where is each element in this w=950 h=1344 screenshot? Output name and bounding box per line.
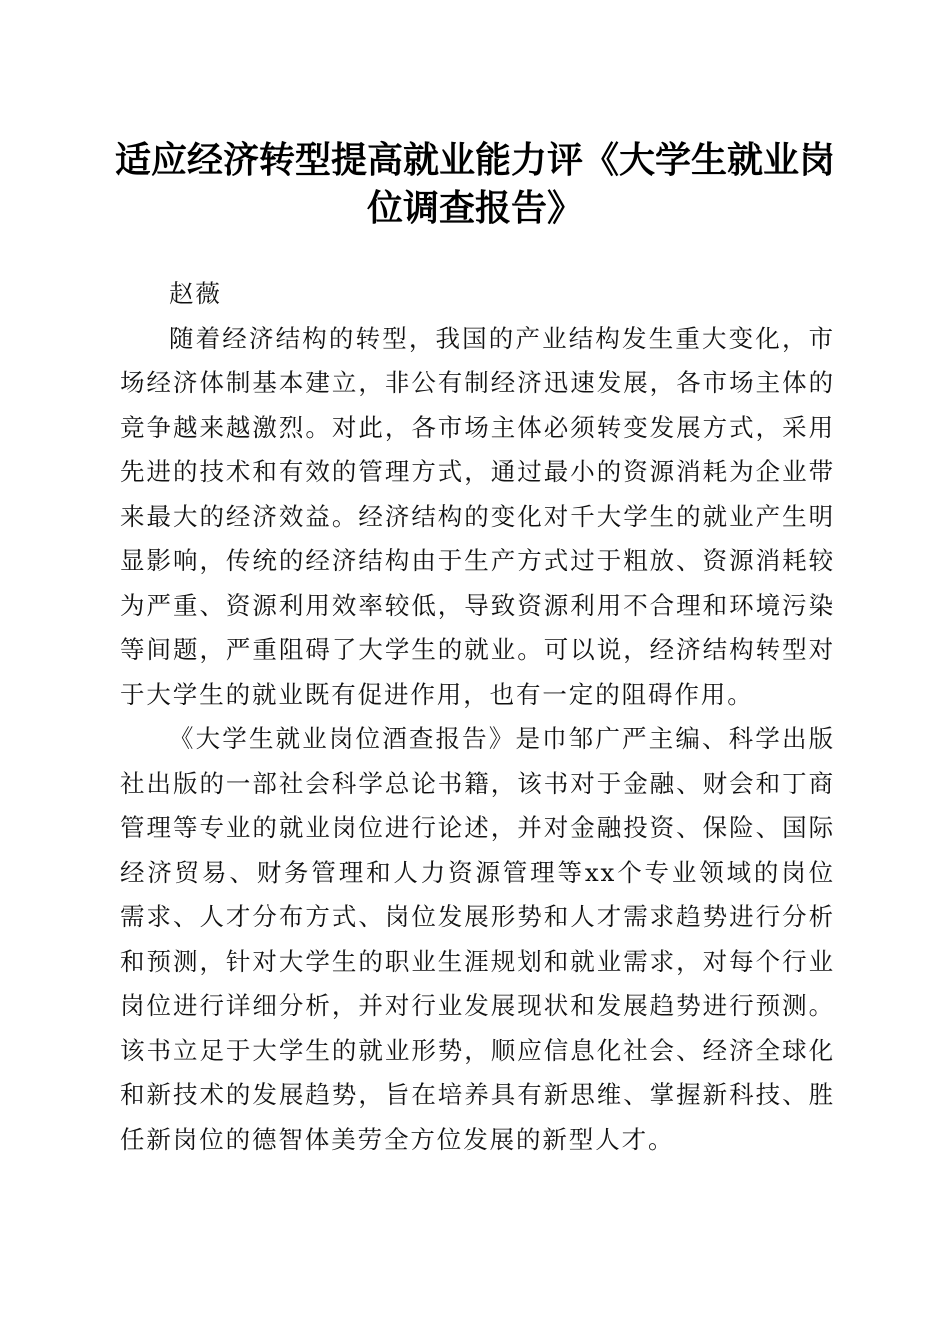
paragraph-economic-transition: 随着经济结构的转型，我国的产业结构发生重大变化，市场经济体制基本建立，非公有制经济迅速发展，各市场主体的竞争越来越激烈。对此，各市场主体必须转变发展方式，采用先进的技术和有效的管理方式，通过最小的资源消耗为企业带来最大的经济效益。经济结构的变化对千大学生的就业产生明显影响，传统的经济结构由于生产方式过于粗放、资源消耗较为严重、资源利用效率较低，导致资源利用不合理和环境污染等间题，严重阻碍了大学生的就业。可以说，经济结构转型对于大学生的就业既有促进作用，也有一定的阻碍作用。 xyxy=(120,323,835,709)
document-body xyxy=(120,272,835,1162)
author-name: 赵薇 xyxy=(169,279,222,308)
document-title: 适应经济转型提高就业能力评《大学生就业岗位调查报告》 xyxy=(114,139,835,229)
paragraph-book-review: 《大学生就业岗位酒查报告》是巾邹广严主编、科学出版社出版的一部社会科学总论书籍，该书对于金融、财会和丁商管理等专业的就业岗位进行论述，并对金融投资、保险、国际经济贸易、财务管理和人力资源管理等xx个专业领域的岗位需求、人才分布方式、岗位发展形势和人才需求趋势进行分析和预测，针对大学生的职业生涯规划和就业需求，对每个行业岗位进行详细分析，并对行业发展现状和发展趋势进行预测。该书立足于大学生的就业形势，顺应信息化社会、经济全球化和新技术的发展趋势，旨在培养具有新思维、掌握新科技、胜任新岗位的德智体美劳全方位发展的新型人才。 xyxy=(120,724,835,1154)
